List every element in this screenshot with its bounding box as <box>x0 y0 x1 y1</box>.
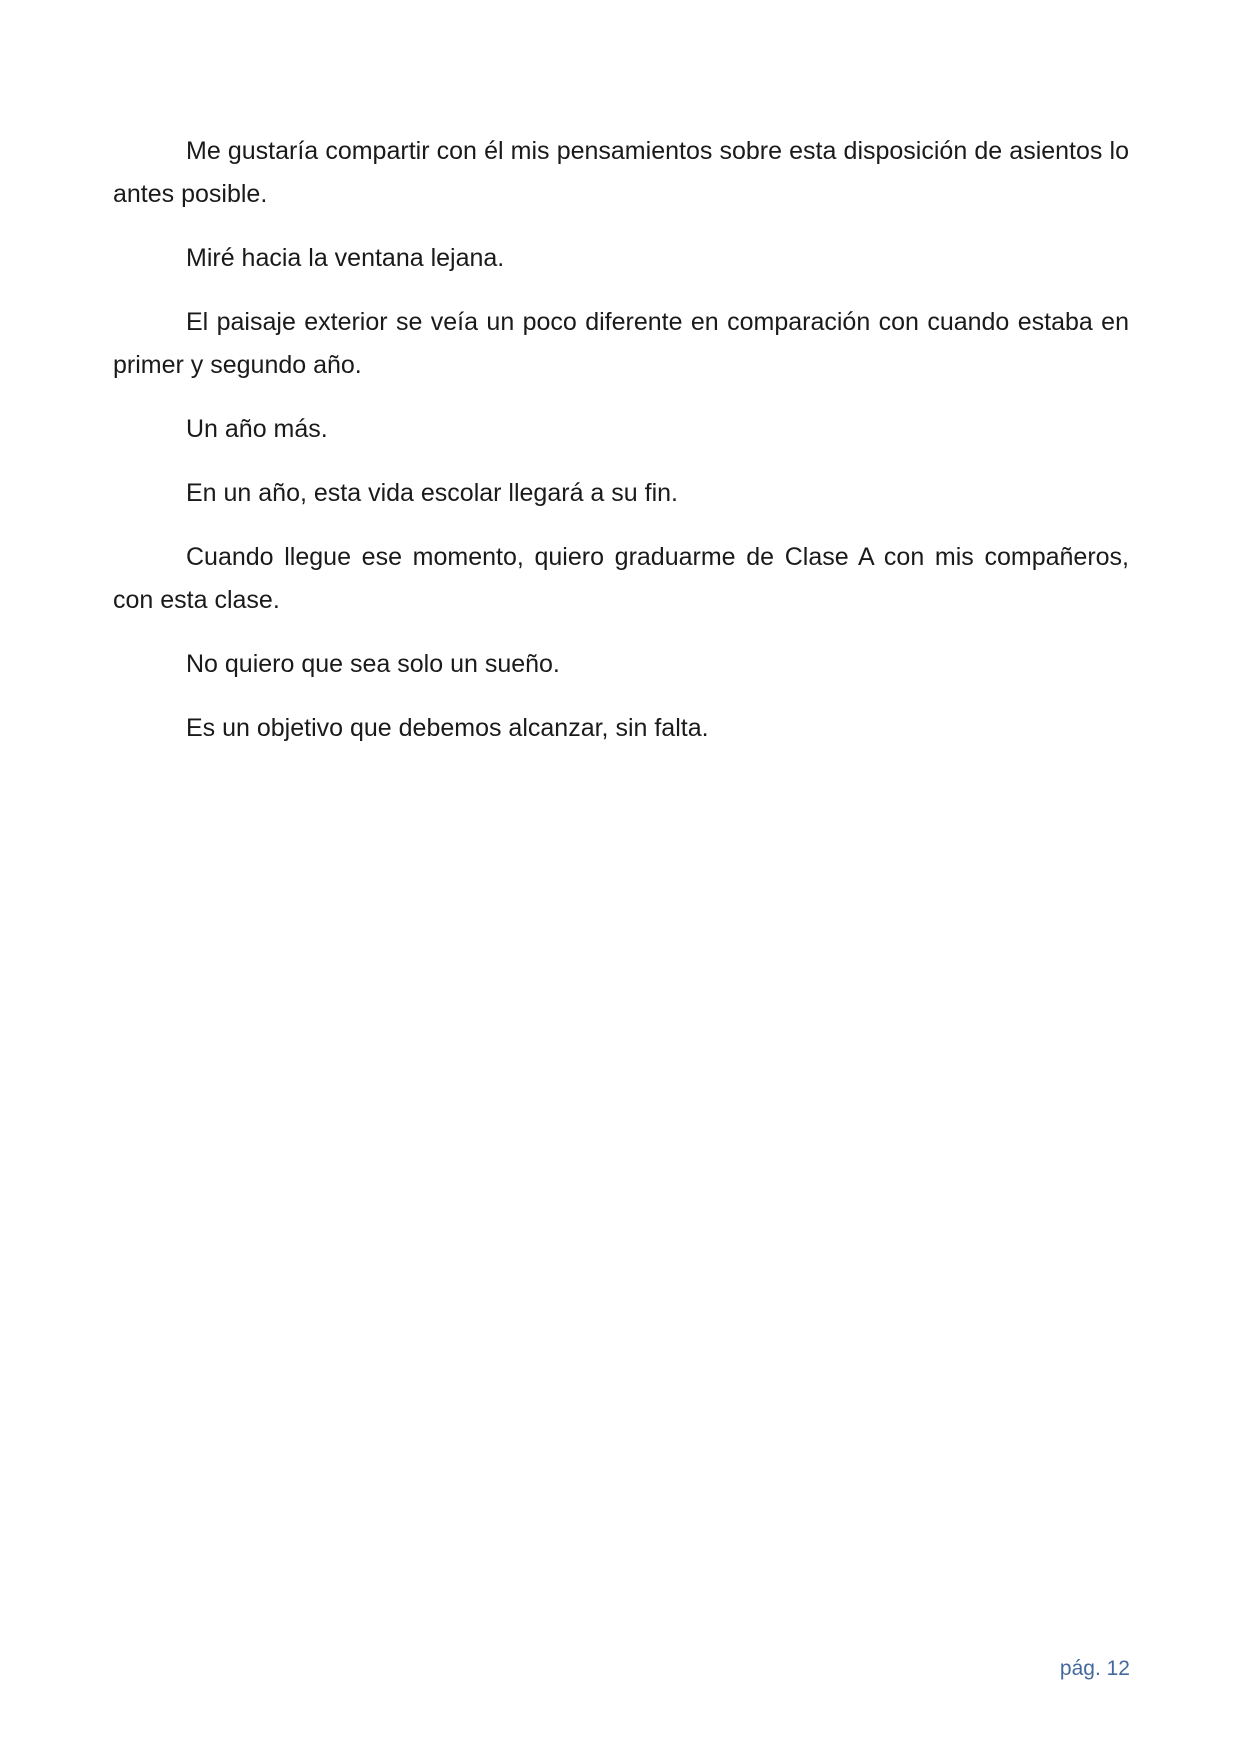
document-body <box>113 130 1129 771</box>
paragraph: Un año más. <box>186 415 328 443</box>
paragraph: El paisaje exterior se veía un poco diferente en comparación con cuando estaba en primer y segundo año. <box>113 308 1129 379</box>
page-number: pág. 12 <box>1059 1657 1130 1680</box>
paragraph: Cuando llegue ese momento, quiero graduarme de Clase A con mis compañeros, con esta clase. <box>113 543 1129 614</box>
paragraph: Miré hacia la ventana lejana. <box>186 244 505 272</box>
page-footer <box>1060 1656 1130 1682</box>
paragraph: No quiero que sea solo un sueño. <box>186 650 560 678</box>
paragraph: Es un objetivo que debemos alcanzar, sin falta. <box>186 714 709 742</box>
paragraph: En un año, esta vida escolar llegará a su fin. <box>186 479 678 507</box>
paragraph: Me gustaría compartir con él mis pensamientos sobre esta disposición de asientos lo antes posible. <box>113 137 1129 208</box>
